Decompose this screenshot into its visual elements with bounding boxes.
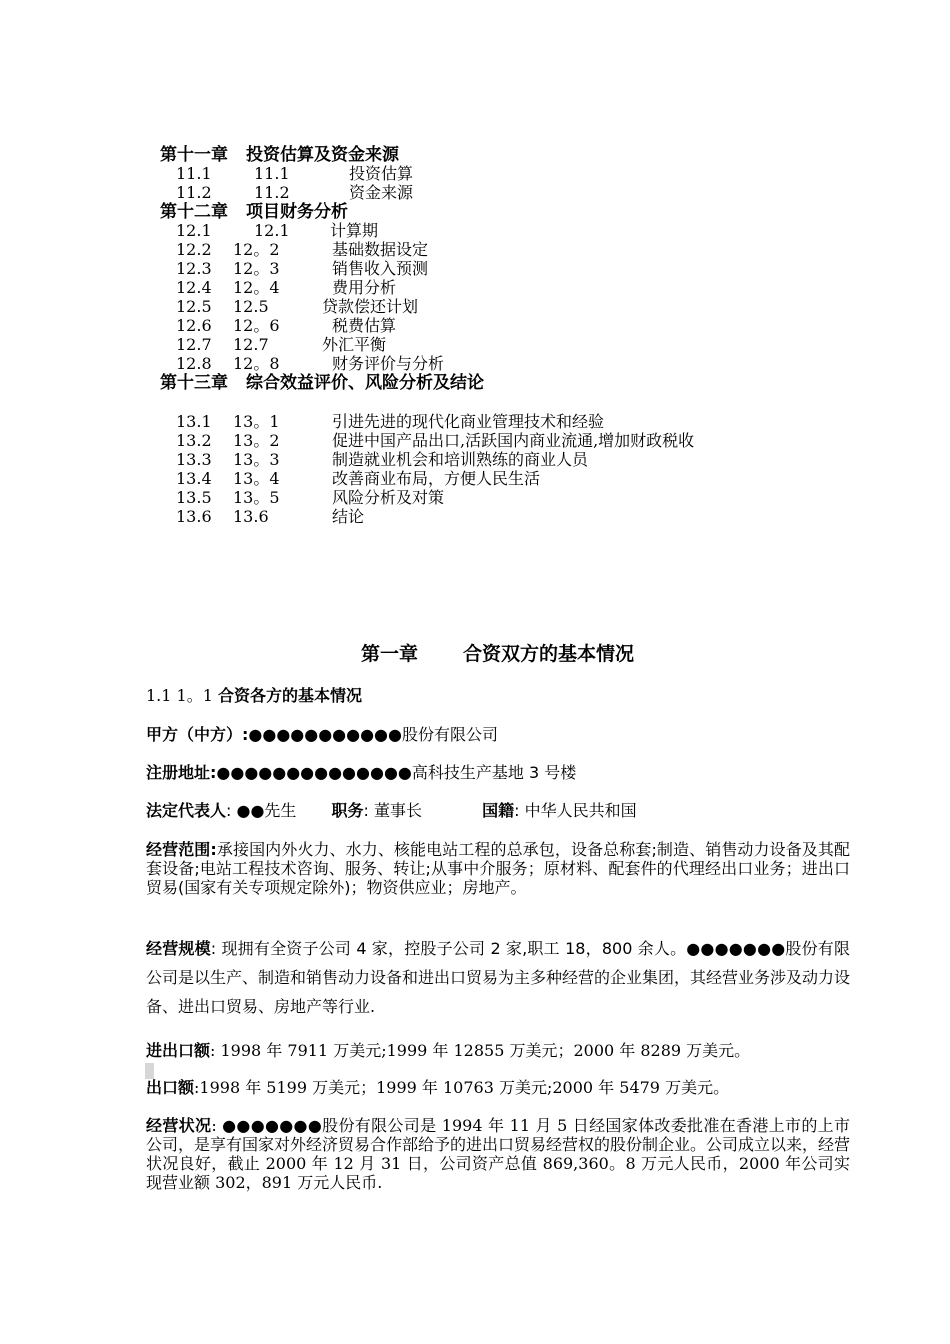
business-scale-value: : 现拥有全资子公司 4 家，控股子公司 2 家,职工 18，800 余人。●●●●●●●股份有限公司是以生产、制造和销售动力设备和进出口贸易为主多种经营的企业集团，其经营业务涉及动力设备、进出口贸易、房地产等行业.: [146, 939, 851, 1016]
toc-entry-title: 制造就业机会和培训熟练的商业人员: [332, 450, 589, 469]
toc-entry-title: 外汇平衡: [322, 335, 387, 354]
business-scope-label: 经营范围:: [146, 840, 217, 859]
section-title: 合资各方的基本情况: [218, 686, 363, 705]
export-label: 出口额: [146, 1078, 195, 1097]
toc-entry-title: 财务评价与分析: [332, 354, 445, 373]
section-heading: [146, 686, 850, 705]
position-label: 职务: [331, 801, 364, 820]
toc-entry: [176, 412, 816, 431]
toc-entry: [176, 450, 816, 469]
address-line: [146, 763, 850, 782]
toc-entry: [176, 240, 676, 259]
toc-entry-number: 13.5: [176, 488, 212, 507]
business-scope-paragraph: [146, 840, 850, 897]
toc-entry-number: 12.3: [176, 259, 212, 278]
paragraph-marker: [145, 1063, 154, 1079]
chapter-number: 第一章: [361, 643, 419, 665]
toc-entry-subnumber: 12.1: [254, 221, 290, 240]
toc-entry-subnumber: 12。2: [233, 240, 280, 259]
business-scale-label: 经营规模: [146, 939, 211, 958]
toc-entry-number: 12.7: [176, 335, 212, 354]
toc-entry-subnumber: 11.1: [254, 164, 290, 183]
toc-entry-title: 计算期: [330, 221, 379, 240]
section-number: 1.1 1。1: [146, 686, 213, 705]
toc-entry-number: 13.3: [176, 450, 212, 469]
toc-entry-number: 13.2: [176, 431, 212, 450]
toc-entry-subnumber: 13。2: [233, 431, 280, 450]
toc-entry-subnumber: 12.7: [233, 335, 269, 354]
toc-entry-title: 改善商业布局，方便人民生活: [332, 469, 541, 488]
toc-entry-title: 结论: [332, 507, 365, 526]
toc-entry-subnumber: 12。6: [233, 316, 280, 335]
toc-entry-title: 引进先进的现代化商业管理技术和经验: [332, 412, 605, 431]
toc-entry: [176, 507, 816, 526]
address-label: 注册地址:: [146, 763, 217, 782]
toc-entry: [176, 164, 676, 183]
toc-entry-title: 促进中国产品出口,活跃国内商业流通,增加财政税收: [332, 431, 695, 450]
toc-entry-title: 税费估算: [332, 316, 397, 335]
toc-entry-subnumber: 12。3: [233, 259, 280, 278]
representative-value: : ●●先生: [226, 801, 297, 820]
toc-entry-number: 12.1: [176, 221, 212, 240]
toc-entry-number: 12.2: [176, 240, 212, 259]
chapter-heading: [361, 642, 634, 666]
nationality-label: 国籍: [482, 801, 515, 820]
import-export-value: : 1998 年 7911 万美元;1999 年 12855 万美元；2000 年 8289 万美元。: [210, 1041, 751, 1060]
toc-entry: [176, 221, 676, 240]
import-export-label: 进出口额: [146, 1041, 211, 1060]
toc-entry-number: 13.1: [176, 412, 212, 431]
export-line: [146, 1078, 850, 1097]
toc-entry: [176, 183, 676, 202]
toc-chapter-number: 第十二章: [160, 202, 228, 222]
toc-entry-number: 13.4: [176, 469, 212, 488]
toc-entry-title: 资金来源: [349, 183, 414, 202]
toc-entry-number: 11.2: [176, 183, 212, 202]
party-a-label: 甲方（中方）:: [146, 725, 249, 744]
position-value: : 董事长: [363, 801, 423, 820]
toc-entry: [176, 469, 816, 488]
toc-entry-title: 投资估算: [349, 164, 414, 183]
toc-entry-subnumber: 13。4: [233, 469, 280, 488]
toc-chapter-12: [160, 203, 348, 222]
toc-chapter-title: 投资估算及资金来源: [246, 145, 399, 165]
toc-entry-number: 12.6: [176, 316, 212, 335]
party-a-line: [146, 725, 850, 744]
toc-entry-title: 销售收入预测: [332, 259, 429, 278]
toc-entry: [176, 354, 676, 373]
toc-entry: [176, 278, 676, 297]
toc-chapter-title: 项目财务分析: [246, 202, 348, 222]
toc-entry-number: 12.4: [176, 278, 212, 297]
party-a-value: ●●●●●●●●●●●股份有限公司: [248, 725, 498, 744]
toc-entry-subnumber: 12.5: [233, 297, 269, 316]
toc-entry-subnumber: 13.6: [233, 507, 269, 526]
toc-chapter-13: [160, 374, 484, 393]
toc-chapter-11: [160, 146, 399, 165]
toc-entry-number: 12.5: [176, 297, 212, 316]
toc-entry-title: 费用分析: [332, 278, 397, 297]
representative-line: [146, 801, 850, 820]
toc-entry: [176, 488, 816, 507]
chapter-title: 合资双方的基本情况: [463, 643, 635, 665]
toc-entry-number: 13.6: [176, 507, 212, 526]
address-value: ●●●●●●●●●●●●●●高科技生产基地 3 号楼: [216, 763, 577, 782]
toc-entry: [176, 316, 676, 335]
toc-entry-subnumber: 12。8: [233, 354, 280, 373]
toc-entry: [176, 335, 676, 354]
representative-label: 法定代表人: [146, 801, 227, 820]
toc-entry-subnumber: 11.2: [254, 183, 290, 202]
business-scope-value: 承接国内外火力、水力、核能电站工程的总承包，设备总称套;制造、销售动力设备及其配套设备;电站工程技术咨询、服务、转让;从事中介服务；原材料、配套件的代理经出口业务；进出口贸易(国家有关专项规定除外)；物资供应业；房地产。: [146, 840, 850, 897]
business-status-paragraph: [146, 1116, 850, 1192]
toc-entry-subnumber: 13。1: [233, 412, 280, 431]
export-value: :1998 年 5199 万美元；1999 年 10763 万美元;2000 年 5479 万美元。: [194, 1078, 730, 1097]
toc-entry-subnumber: 13。5: [233, 488, 280, 507]
toc-entry-title: 基础数据设定: [332, 240, 429, 259]
import-export-line: [146, 1041, 850, 1060]
toc-entry-number: 12.8: [176, 354, 212, 373]
toc-entry-subnumber: 13。3: [233, 450, 280, 469]
toc-entry: [176, 259, 676, 278]
toc-entry: [176, 297, 676, 316]
toc-entry-subnumber: 12。4: [233, 278, 280, 297]
toc-chapter-number: 第十三章: [160, 373, 228, 393]
toc-entry: [176, 431, 816, 450]
business-status-value: : ●●●●●●●股份有限公司是 1994 年 11 月 5 日经国家体改委批准在香港上市的上市公司，是享有国家对外经济贸易合作部给予的进出口贸易经营权的股份制企业。公司成立以来，经营状况良好，截止 2000 年 12 月 31 日，公司资产总值 869,360。8 万元人民币，2000 年公司实现营业额 302，891 万元人民币.: [146, 1116, 851, 1192]
toc-entry-number: 11.1: [176, 164, 212, 183]
nationality-value: : 中华人民共和国: [514, 801, 637, 820]
toc-chapter-number: 第十一章: [160, 145, 228, 165]
toc-entry-title: 风险分析及对策: [332, 488, 445, 507]
business-status-label: 经营状况: [146, 1116, 212, 1135]
toc-chapter-title: 综合效益评价、风险分析及结论: [246, 373, 484, 393]
toc-entry-title: 贷款偿还计划: [322, 297, 419, 316]
business-scale-paragraph: [146, 934, 850, 1021]
